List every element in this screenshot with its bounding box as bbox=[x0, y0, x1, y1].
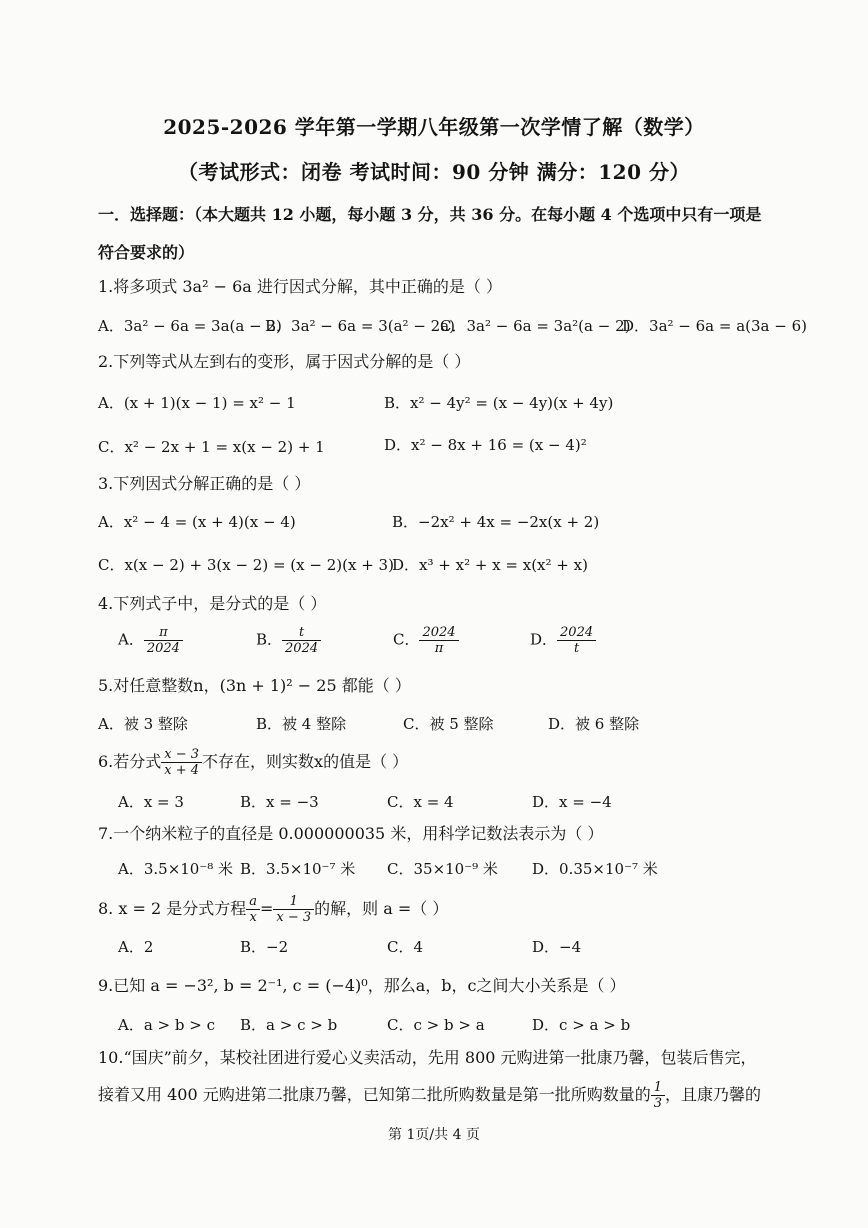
question-4-option-b bbox=[256, 625, 321, 656]
question-5-option-c: C．被 5 整除 bbox=[403, 715, 494, 733]
question-9-option-a: A．a > b > c bbox=[118, 1016, 215, 1034]
numerator: π bbox=[144, 625, 183, 641]
question-7-option-c: C．35×10⁻⁹ 米 bbox=[387, 860, 498, 878]
stem-fraction-2 bbox=[273, 894, 314, 925]
numerator: t bbox=[282, 625, 321, 641]
fraction-one-third bbox=[651, 1080, 665, 1111]
question-6-option-d: D．x = −4 bbox=[532, 793, 612, 811]
section-heading-line1: 一．选择题：（本大题共 12 小题，每小题 3 分，共 36 分。在每小题 4 个选项中只有一项是 bbox=[98, 205, 762, 224]
question-4-option-c bbox=[393, 625, 459, 656]
option-label: A． bbox=[118, 630, 144, 649]
numerator: 1 bbox=[651, 1080, 665, 1096]
fraction bbox=[419, 625, 458, 656]
question-6-option-c: C．x = 4 bbox=[387, 793, 454, 811]
numerator: 2024 bbox=[557, 625, 596, 641]
question-10-line1: 10.“国庆”前夕，某校社团进行爱心义卖活动，先用 800 元购进第一批康乃馨，包装后售完， bbox=[98, 1048, 757, 1067]
question-5-option-d: D．被 6 整除 bbox=[548, 715, 640, 733]
question-1-stem: 1.将多项式 3a² − 6a 进行因式分解，其中正确的是（ ） bbox=[98, 277, 502, 296]
equals-sign: = bbox=[260, 899, 274, 918]
denominator: π bbox=[434, 641, 444, 656]
numerator: 2024 bbox=[419, 625, 458, 641]
question-4-option-a bbox=[118, 625, 183, 656]
question-2-option-b: B．x² − 4y² = (x − 4y)(x + 4y) bbox=[384, 394, 614, 412]
stem-text-after: 不存在，则实数x的值是（ ） bbox=[202, 752, 409, 771]
question-2-option-a: A．(x + 1)(x − 1) = x² − 1 bbox=[98, 394, 296, 412]
fraction bbox=[144, 625, 183, 656]
question-8-option-a: A．2 bbox=[118, 938, 154, 956]
question-9-option-d: D．c > a > b bbox=[532, 1016, 631, 1034]
question-7-option-a: A．3.5×10⁻⁸ 米 bbox=[118, 860, 234, 878]
section-heading-line2: 符合要求的） bbox=[98, 243, 195, 262]
numerator: a bbox=[246, 894, 260, 910]
stem-text-before: 8. x = 2 是分式方程 bbox=[98, 899, 247, 918]
question-3-option-a: A．x² − 4 = (x + 4)(x − 4) bbox=[98, 513, 296, 531]
line2-text-before: 接着又用 400 元购进第二批康乃馨，已知第二批所购数量是第一批所购数量的 bbox=[98, 1085, 651, 1104]
question-6-option-b: B．x = −3 bbox=[240, 793, 319, 811]
numerator: 1 bbox=[273, 894, 314, 910]
stem-text-before: 6.若分式 bbox=[98, 752, 162, 771]
question-6-option-a: A．x = 3 bbox=[118, 793, 184, 811]
denominator: 2024 bbox=[146, 641, 180, 656]
question-9-stem: 9.已知 a = −3², b = 2⁻¹, c = (−4)⁰，那么a，b，c之间大小关系是（ ） bbox=[98, 976, 626, 995]
question-1-option-a: A．3a² − 6a = 3a(a − 2) bbox=[98, 317, 282, 335]
question-5-stem: 5.对任意整数n，(3n + 1)² − 25 都能（ ） bbox=[98, 676, 411, 695]
denominator: t bbox=[573, 641, 580, 656]
denominator: x bbox=[249, 910, 257, 925]
option-label: C． bbox=[393, 630, 420, 649]
question-8-option-b: B．−2 bbox=[240, 938, 289, 956]
question-3-stem: 3.下列因式分解正确的是（ ） bbox=[98, 474, 311, 493]
stem-fraction-1 bbox=[246, 894, 260, 925]
denominator: 3 bbox=[653, 1096, 662, 1111]
question-3-option-d: D．x³ + x² + x = x(x² + x) bbox=[392, 556, 588, 574]
line2-text-after: ，且康乃馨的 bbox=[665, 1085, 762, 1104]
question-8-option-d: D．−4 bbox=[532, 938, 582, 956]
question-10-line2 bbox=[98, 1080, 761, 1111]
question-9-option-b: B．a > c > b bbox=[240, 1016, 338, 1034]
question-1-option-d: D．3a² − 6a = a(3a − 6) bbox=[622, 317, 808, 335]
stem-text-after: 的解，则 a =（ ） bbox=[314, 899, 449, 918]
question-7-stem: 7.一个纳米粒子的直径是 0.000000035 米，用科学记数法表示为（ ） bbox=[98, 824, 604, 843]
question-6-stem bbox=[98, 747, 408, 778]
denominator: x − 3 bbox=[276, 910, 312, 925]
fraction bbox=[282, 625, 321, 656]
exam-title: 2025-2026 学年第一学期八年级第一次学情了解（数学） bbox=[163, 115, 705, 139]
option-label: D． bbox=[530, 630, 558, 649]
page-footer: 第 1页/共 4 页 bbox=[388, 1127, 480, 1143]
numerator: x − 3 bbox=[161, 747, 202, 763]
question-2-option-c: C．x² − 2x + 1 = x(x − 2) + 1 bbox=[98, 438, 325, 456]
question-8-stem bbox=[98, 894, 448, 925]
option-label: B． bbox=[256, 630, 283, 649]
question-7-option-d: D．0.35×10⁻⁷ 米 bbox=[532, 860, 658, 878]
denominator: 2024 bbox=[285, 641, 319, 656]
question-9-option-c: C．c > b > a bbox=[387, 1016, 485, 1034]
exam-subtitle: （考试形式：闭卷 考试时间：90 分钟 满分：120 分） bbox=[178, 160, 690, 184]
question-3-option-c: C．x(x − 2) + 3(x − 2) = (x − 2)(x + 3) bbox=[98, 556, 394, 574]
question-8-option-c: C．4 bbox=[387, 938, 424, 956]
question-2-stem: 2.下列等式从左到右的变形，属于因式分解的是（ ） bbox=[98, 352, 471, 371]
stem-fraction bbox=[161, 747, 202, 778]
question-1-option-c: C．3a² − 6a = 3a²(a − 2) bbox=[440, 317, 631, 335]
question-2-option-d: D．x² − 8x + 16 = (x − 4)² bbox=[384, 436, 587, 454]
question-4-stem: 4.下列式子中，是分式的是（ ） bbox=[98, 594, 327, 613]
question-1-option-b: B．3a² − 6a = 3(a² − 2a) bbox=[265, 317, 456, 335]
question-5-option-b: B．被 4 整除 bbox=[256, 715, 347, 733]
fraction bbox=[557, 625, 596, 656]
question-3-option-b: B．−2x² + 4x = −2x(x + 2) bbox=[392, 513, 600, 531]
question-4-option-d bbox=[530, 625, 596, 656]
question-7-option-b: B．3.5×10⁻⁷ 米 bbox=[240, 860, 356, 878]
question-5-option-a: A．被 3 整除 bbox=[98, 715, 188, 733]
denominator: x + 4 bbox=[164, 763, 200, 778]
